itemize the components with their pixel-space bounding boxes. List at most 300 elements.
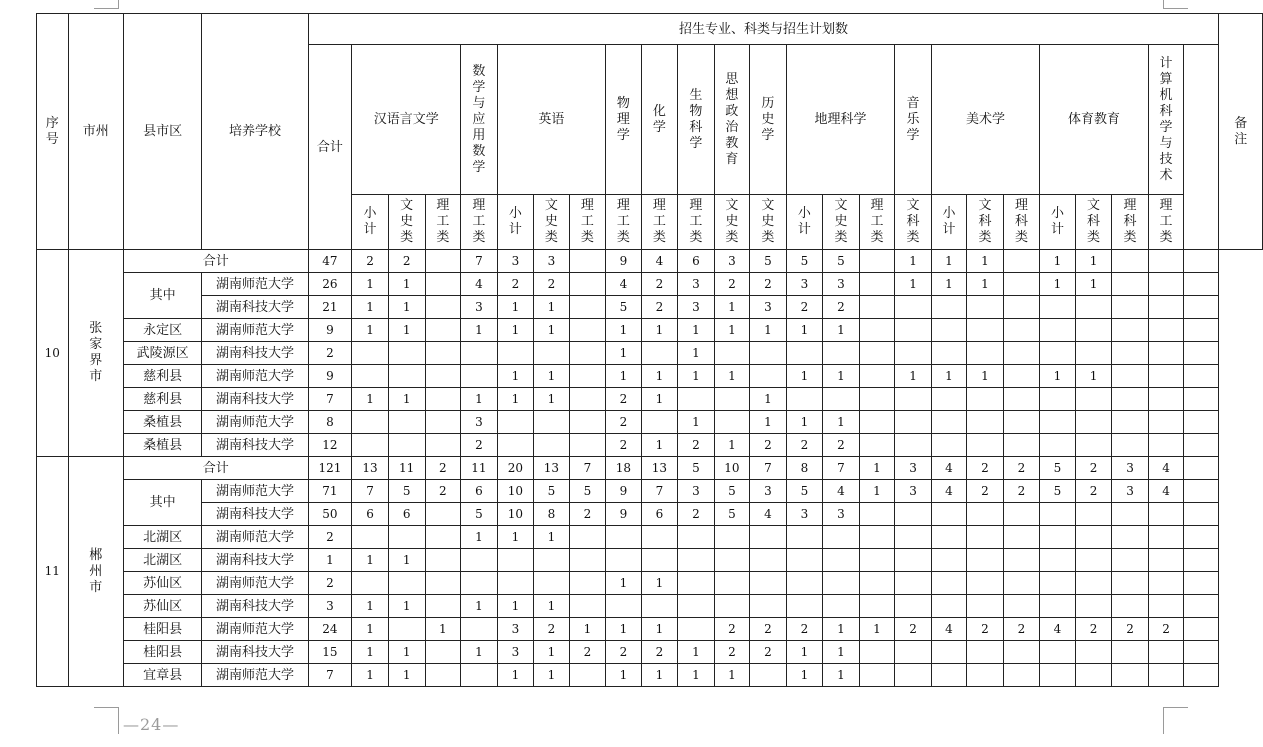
data-cell bbox=[786, 618, 823, 641]
remark-cell bbox=[1184, 664, 1219, 687]
data-cell-text: 3 bbox=[547, 253, 556, 268]
row-county bbox=[123, 434, 201, 457]
row-county bbox=[123, 618, 201, 641]
data-cell bbox=[308, 388, 352, 411]
data-cell-text: 5 bbox=[547, 483, 556, 498]
data-cell bbox=[352, 342, 389, 365]
data-cell bbox=[497, 572, 534, 595]
data-cell-text: 1 bbox=[728, 368, 736, 383]
data-cell-text: 3 bbox=[692, 299, 700, 314]
data-cell bbox=[1040, 365, 1076, 388]
data-cell bbox=[569, 388, 605, 411]
data-cell bbox=[786, 411, 823, 434]
data-cell-text: 1 bbox=[837, 368, 845, 383]
row-county bbox=[123, 342, 201, 365]
data-cell bbox=[714, 480, 750, 503]
data-cell bbox=[967, 319, 1003, 342]
data-cell bbox=[678, 618, 714, 641]
data-cell-text: 21 bbox=[322, 299, 338, 314]
data-cell bbox=[1148, 273, 1184, 296]
data-cell bbox=[352, 411, 389, 434]
data-cell-text: 2 bbox=[1089, 460, 1098, 475]
data-cell bbox=[606, 434, 642, 457]
data-cell bbox=[967, 434, 1003, 457]
data-cell bbox=[714, 365, 750, 388]
data-cell bbox=[425, 549, 461, 572]
data-cell-text: 1 bbox=[366, 322, 374, 337]
data-cell bbox=[641, 411, 678, 434]
data-cell-text: 2 bbox=[800, 437, 809, 452]
data-cell bbox=[859, 664, 895, 687]
header-sub-ligong bbox=[859, 195, 895, 250]
data-cell-text: 3 bbox=[837, 276, 845, 291]
data-cell bbox=[714, 503, 750, 526]
data-cell bbox=[1003, 365, 1039, 388]
data-cell bbox=[534, 411, 570, 434]
data-cell-text: 1 bbox=[764, 322, 772, 337]
header-sub-ligong-text: 理工类 bbox=[616, 198, 630, 245]
data-cell-text: 2 bbox=[439, 460, 447, 475]
data-cell-text: 6 bbox=[655, 506, 664, 521]
data-cell bbox=[388, 572, 425, 595]
data-cell bbox=[1112, 457, 1149, 480]
data-cell-text: 9 bbox=[326, 368, 334, 383]
data-cell bbox=[931, 641, 967, 664]
data-cell bbox=[388, 273, 425, 296]
data-cell-text: 1 bbox=[619, 368, 628, 383]
data-cell-text: 3 bbox=[475, 299, 483, 314]
data-cell bbox=[931, 411, 967, 434]
data-cell bbox=[1112, 319, 1149, 342]
data-cell bbox=[641, 388, 678, 411]
data-cell-text: 12 bbox=[322, 437, 338, 452]
data-cell bbox=[308, 457, 352, 480]
data-cell bbox=[1040, 319, 1076, 342]
data-cell bbox=[859, 411, 895, 434]
data-cell-text: 1 bbox=[655, 368, 664, 383]
row-school-text: 湖南师范大学 bbox=[215, 483, 294, 499]
data-cell bbox=[569, 641, 605, 664]
row-school bbox=[202, 342, 308, 365]
data-cell-text: 1 bbox=[909, 276, 917, 291]
remark-cell bbox=[1184, 549, 1219, 572]
data-cell-text: 2 bbox=[402, 253, 411, 268]
data-cell bbox=[308, 250, 352, 273]
data-cell-text: 1 bbox=[728, 437, 736, 452]
data-cell-text: 15 bbox=[322, 644, 338, 659]
data-cell-text: 2 bbox=[764, 276, 772, 291]
row-school bbox=[202, 480, 308, 503]
data-cell-text: 1 bbox=[692, 414, 700, 429]
data-cell-text: 6 bbox=[475, 483, 483, 498]
data-cell bbox=[678, 296, 714, 319]
data-cell bbox=[352, 250, 389, 273]
data-cell bbox=[859, 388, 895, 411]
data-cell bbox=[569, 365, 605, 388]
data-cell-text: 1 bbox=[511, 322, 520, 337]
data-cell bbox=[1148, 526, 1184, 549]
data-cell bbox=[967, 618, 1003, 641]
data-cell-text: 1 bbox=[837, 322, 845, 337]
data-cell bbox=[1075, 319, 1112, 342]
row-county-text: 慈利县 bbox=[143, 368, 183, 384]
data-cell bbox=[967, 572, 1003, 595]
header-sub-like-text: 理科类 bbox=[1123, 198, 1137, 245]
data-cell bbox=[461, 365, 498, 388]
data-cell-text: 10 bbox=[507, 506, 524, 521]
table-row bbox=[37, 388, 1263, 411]
data-cell bbox=[1148, 388, 1184, 411]
data-cell bbox=[497, 526, 534, 549]
data-cell bbox=[786, 388, 823, 411]
group-seq bbox=[37, 457, 69, 687]
data-cell bbox=[425, 503, 461, 526]
header-major-biology bbox=[678, 45, 714, 195]
data-cell bbox=[931, 250, 967, 273]
data-cell-text: 5 bbox=[692, 460, 700, 475]
data-cell-text: 47 bbox=[322, 253, 338, 268]
data-cell bbox=[1003, 434, 1039, 457]
data-cell bbox=[678, 342, 714, 365]
header-major-biology-text: 生物科学 bbox=[689, 87, 703, 151]
header-sub-wenshi-text: 文史类 bbox=[761, 198, 775, 245]
row-school-text: 湖南科技大学 bbox=[215, 345, 294, 361]
data-cell bbox=[308, 618, 352, 641]
row-school bbox=[202, 595, 308, 618]
data-cell-text: 2 bbox=[547, 276, 556, 291]
data-cell bbox=[967, 480, 1003, 503]
data-cell-text: 7 bbox=[655, 483, 664, 498]
data-cell-text: 11 bbox=[471, 460, 487, 475]
data-cell-text: 10 bbox=[724, 460, 740, 475]
data-cell bbox=[714, 572, 750, 595]
data-cell bbox=[823, 434, 860, 457]
data-cell bbox=[606, 296, 642, 319]
data-cell-text: 3 bbox=[764, 483, 772, 498]
data-cell-text: 2 bbox=[619, 414, 628, 429]
data-cell bbox=[425, 572, 461, 595]
data-cell bbox=[823, 342, 860, 365]
data-cell bbox=[1003, 618, 1039, 641]
header-major-chemistry-text: 化学 bbox=[652, 103, 666, 135]
data-cell bbox=[461, 572, 498, 595]
data-cell bbox=[641, 595, 678, 618]
data-cell bbox=[714, 411, 750, 434]
header-sub-ligong bbox=[461, 195, 498, 250]
data-cell-text: 9 bbox=[619, 253, 628, 268]
data-cell-text: 1 bbox=[692, 368, 700, 383]
data-cell-text: 1 bbox=[511, 368, 520, 383]
header-total-text: 合计 bbox=[316, 139, 343, 155]
data-cell bbox=[859, 319, 895, 342]
data-cell bbox=[1075, 549, 1112, 572]
data-cell bbox=[461, 595, 498, 618]
data-cell bbox=[750, 503, 786, 526]
header-sub-ligong-text: 理工类 bbox=[870, 198, 884, 245]
data-cell bbox=[678, 664, 714, 687]
header-sub-subtotal bbox=[497, 195, 534, 250]
header-sub-ligong bbox=[606, 195, 642, 250]
data-cell bbox=[641, 273, 678, 296]
remark-cell bbox=[1184, 526, 1219, 549]
header-sub-subtotal bbox=[352, 195, 389, 250]
data-cell bbox=[895, 296, 931, 319]
data-cell-text: 6 bbox=[402, 506, 411, 521]
remark-cell bbox=[1184, 388, 1219, 411]
data-cell-text: 1 bbox=[619, 621, 628, 636]
data-cell bbox=[388, 480, 425, 503]
data-cell bbox=[823, 618, 860, 641]
data-cell bbox=[859, 641, 895, 664]
data-cell bbox=[461, 250, 498, 273]
data-cell bbox=[461, 526, 498, 549]
header-sub-like bbox=[1003, 195, 1039, 250]
data-cell-text: 7 bbox=[475, 253, 483, 268]
data-cell bbox=[1003, 411, 1039, 434]
header-sub-wenshi bbox=[714, 195, 750, 250]
data-cell bbox=[425, 342, 461, 365]
row-county bbox=[123, 319, 201, 342]
data-cell bbox=[606, 595, 642, 618]
data-cell bbox=[308, 411, 352, 434]
data-cell-text: 5 bbox=[764, 253, 772, 268]
data-cell bbox=[352, 595, 389, 618]
remark-cell bbox=[1184, 641, 1219, 664]
corner-mark-bottom-right bbox=[1163, 707, 1188, 734]
header-total bbox=[308, 45, 352, 250]
data-cell-text: 5 bbox=[800, 483, 809, 498]
data-cell bbox=[823, 664, 860, 687]
remark-cell bbox=[1184, 503, 1219, 526]
data-cell bbox=[1040, 480, 1076, 503]
data-cell-text: 1 bbox=[402, 299, 411, 314]
data-cell-text: 1 bbox=[402, 552, 411, 567]
data-cell-text: 1 bbox=[800, 667, 809, 682]
data-cell-text: 1 bbox=[692, 345, 700, 360]
header-sub-wenshi-text: 文史类 bbox=[544, 198, 558, 245]
row-school bbox=[202, 273, 308, 296]
data-cell bbox=[497, 250, 534, 273]
header-sub-ligong bbox=[678, 195, 714, 250]
data-cell-text: 1 bbox=[402, 667, 411, 682]
enrollment-plan-table bbox=[36, 13, 1263, 687]
data-cell bbox=[1003, 526, 1039, 549]
data-cell bbox=[534, 388, 570, 411]
data-cell bbox=[497, 664, 534, 687]
header-major-physics-text: 物理学 bbox=[616, 95, 630, 143]
data-cell bbox=[1075, 641, 1112, 664]
row-county-text: 宜章县 bbox=[143, 667, 183, 683]
data-cell bbox=[750, 434, 786, 457]
data-cell bbox=[1148, 411, 1184, 434]
data-cell-text: 1 bbox=[837, 667, 845, 682]
data-cell-text: 1 bbox=[475, 529, 483, 544]
table-row bbox=[37, 503, 1263, 526]
header-sub-ligong bbox=[641, 195, 678, 250]
data-cell-text: 1 bbox=[475, 644, 483, 659]
data-cell bbox=[931, 273, 967, 296]
data-cell bbox=[1148, 296, 1184, 319]
data-cell-text: 1 bbox=[366, 598, 374, 613]
data-cell bbox=[606, 411, 642, 434]
data-cell-text: 1 bbox=[945, 276, 953, 291]
data-cell-text: 1 bbox=[1089, 276, 1098, 291]
data-cell-text: 6 bbox=[366, 506, 374, 521]
data-cell bbox=[534, 503, 570, 526]
data-cell bbox=[569, 503, 605, 526]
data-cell bbox=[1112, 365, 1149, 388]
data-cell bbox=[678, 434, 714, 457]
data-cell bbox=[497, 296, 534, 319]
data-cell bbox=[534, 641, 570, 664]
data-cell bbox=[714, 319, 750, 342]
data-cell bbox=[1003, 480, 1039, 503]
data-cell bbox=[461, 319, 498, 342]
row-school-text: 湖南科技大学 bbox=[215, 644, 294, 660]
data-cell-text: 1 bbox=[837, 621, 845, 636]
header-sub-ligong-text: 理工类 bbox=[689, 198, 703, 245]
data-cell bbox=[1040, 664, 1076, 687]
data-cell bbox=[1112, 503, 1149, 526]
header-major-history bbox=[750, 45, 786, 195]
data-cell bbox=[714, 388, 750, 411]
header-sub-wenshi-text: 文史类 bbox=[834, 198, 848, 245]
data-cell bbox=[678, 250, 714, 273]
data-cell-text: 8 bbox=[547, 506, 556, 521]
data-cell bbox=[895, 411, 931, 434]
data-cell bbox=[786, 273, 823, 296]
row-county bbox=[123, 595, 201, 618]
data-cell bbox=[1112, 595, 1149, 618]
header-sub-subtotal bbox=[931, 195, 967, 250]
data-cell bbox=[823, 503, 860, 526]
group-city-text: 张家界市 bbox=[89, 321, 103, 384]
data-cell bbox=[388, 342, 425, 365]
data-cell-text: 2 bbox=[909, 621, 917, 636]
data-cell-text: 1 bbox=[619, 667, 628, 682]
data-cell-text: 4 bbox=[1162, 460, 1170, 475]
data-cell bbox=[1148, 319, 1184, 342]
data-cell-text: 20 bbox=[507, 460, 524, 475]
table-row bbox=[37, 342, 1263, 365]
data-cell-text: 1 bbox=[366, 621, 374, 636]
row-school-text: 湖南科技大学 bbox=[215, 299, 294, 315]
data-cell bbox=[388, 641, 425, 664]
data-cell bbox=[534, 595, 570, 618]
row-county-text: 苏仙区 bbox=[143, 598, 183, 614]
data-cell bbox=[1040, 434, 1076, 457]
data-cell bbox=[895, 434, 931, 457]
data-cell bbox=[1075, 296, 1112, 319]
data-cell bbox=[823, 411, 860, 434]
data-cell-text: 13 bbox=[543, 460, 560, 475]
data-cell-text: 2 bbox=[1017, 483, 1026, 498]
data-cell bbox=[606, 572, 642, 595]
data-cell bbox=[931, 664, 967, 687]
data-cell bbox=[1075, 618, 1112, 641]
data-cell bbox=[859, 342, 895, 365]
data-cell bbox=[1112, 572, 1149, 595]
data-cell-text: 7 bbox=[326, 391, 334, 406]
header-major-math-text: 数学与应用数学 bbox=[472, 63, 486, 175]
data-cell-text: 1 bbox=[837, 644, 845, 659]
data-cell bbox=[895, 365, 931, 388]
data-cell bbox=[967, 526, 1003, 549]
data-cell bbox=[1075, 250, 1112, 273]
data-cell bbox=[497, 549, 534, 572]
data-cell-text: 1 bbox=[764, 414, 772, 429]
data-cell bbox=[786, 641, 823, 664]
data-cell bbox=[352, 572, 389, 595]
row-county-text: 慈利县 bbox=[143, 391, 183, 407]
row-qizhong-label-text: 其中 bbox=[149, 495, 176, 510]
data-cell bbox=[534, 434, 570, 457]
header-major-cs-text: 计算机科学与技术 bbox=[1159, 55, 1173, 183]
data-cell bbox=[388, 503, 425, 526]
data-cell bbox=[1075, 388, 1112, 411]
data-cell-text: 1 bbox=[366, 276, 374, 291]
data-cell bbox=[425, 618, 461, 641]
data-cell bbox=[1148, 641, 1184, 664]
data-cell bbox=[352, 457, 389, 480]
data-cell-text: 2 bbox=[837, 299, 845, 314]
data-cell-text: 2 bbox=[800, 621, 809, 636]
data-cell bbox=[497, 273, 534, 296]
data-cell bbox=[750, 595, 786, 618]
data-cell bbox=[678, 503, 714, 526]
data-cell bbox=[750, 365, 786, 388]
data-cell-text: 9 bbox=[619, 506, 628, 521]
data-cell-text: 8 bbox=[326, 414, 334, 429]
row-school bbox=[202, 434, 308, 457]
data-cell bbox=[895, 388, 931, 411]
data-cell bbox=[931, 365, 967, 388]
data-cell bbox=[569, 319, 605, 342]
data-cell bbox=[569, 549, 605, 572]
header-sub-ligong-text: 理工类 bbox=[472, 198, 486, 245]
data-cell bbox=[1112, 549, 1149, 572]
row-school bbox=[202, 319, 308, 342]
data-cell bbox=[1040, 595, 1076, 618]
header-major-art-text: 美术学 bbox=[965, 112, 1005, 127]
data-cell bbox=[967, 595, 1003, 618]
data-cell-text: 4 bbox=[764, 506, 772, 521]
remark-cell bbox=[1184, 296, 1219, 319]
header-major-history-text: 历史学 bbox=[761, 95, 775, 143]
data-cell bbox=[1040, 618, 1076, 641]
data-cell bbox=[352, 296, 389, 319]
data-cell bbox=[641, 296, 678, 319]
data-cell bbox=[967, 411, 1003, 434]
data-cell-text: 2 bbox=[583, 506, 592, 521]
data-cell bbox=[1075, 480, 1112, 503]
data-cell bbox=[352, 273, 389, 296]
data-cell bbox=[859, 549, 895, 572]
data-cell bbox=[569, 273, 605, 296]
header-sub-wenshi-text: 文史类 bbox=[725, 198, 739, 245]
data-cell bbox=[641, 250, 678, 273]
data-cell bbox=[931, 549, 967, 572]
data-cell bbox=[714, 434, 750, 457]
data-cell bbox=[352, 641, 389, 664]
data-cell-text: 1 bbox=[511, 667, 520, 682]
data-cell bbox=[425, 411, 461, 434]
corner-mark-bottom-left bbox=[94, 707, 119, 734]
data-cell-text: 18 bbox=[615, 460, 632, 475]
data-cell-text: 2 bbox=[837, 437, 845, 452]
data-cell bbox=[606, 273, 642, 296]
data-cell-text: 1 bbox=[547, 667, 556, 682]
